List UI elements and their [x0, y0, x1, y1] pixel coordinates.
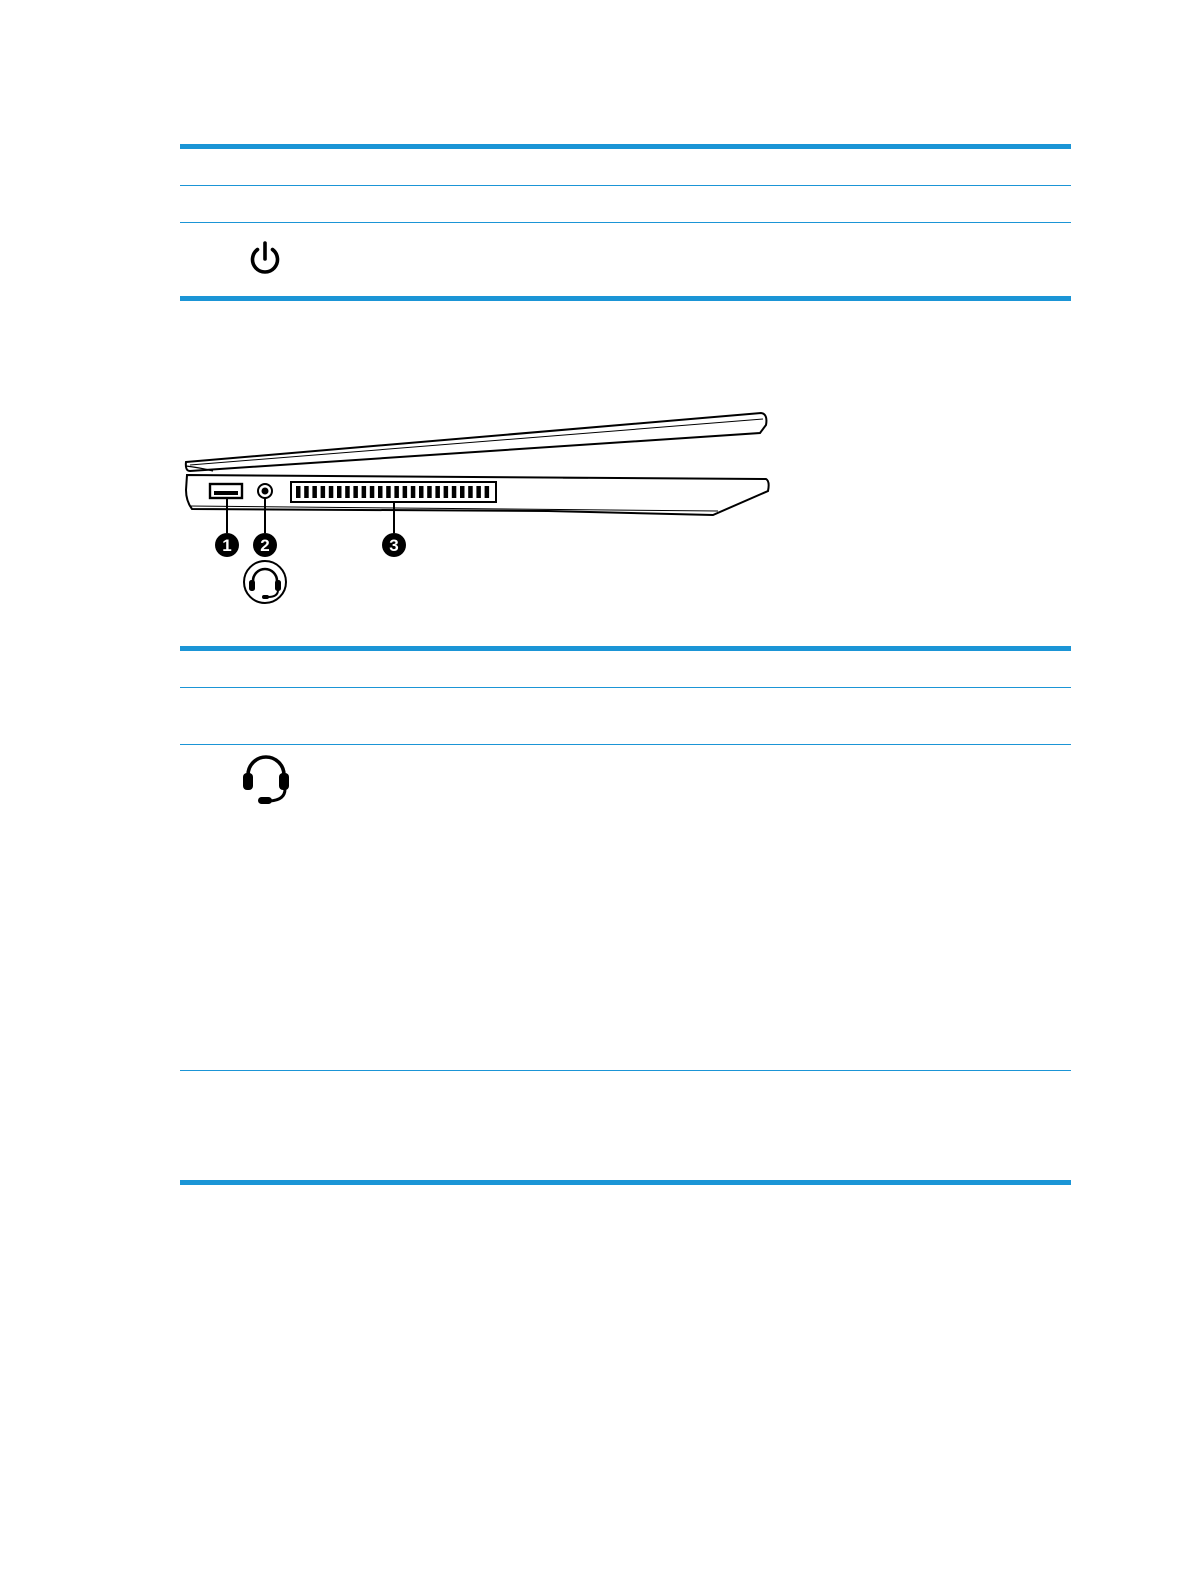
table-1-top-rule	[180, 144, 1071, 149]
vent-slot	[345, 486, 350, 498]
callout-3	[382, 533, 406, 557]
vent-slot	[386, 486, 391, 498]
headset-icon	[240, 753, 292, 807]
vent-slot	[394, 486, 399, 498]
vent-slot	[329, 486, 334, 498]
table-2-top-rule	[180, 646, 1071, 651]
table-2-row-rule-2	[180, 1070, 1071, 1071]
power-icon	[246, 240, 284, 280]
vent-slot	[321, 486, 326, 498]
table-2-header-rule	[180, 687, 1071, 688]
vent-slot	[468, 486, 473, 498]
vent-slot	[312, 486, 317, 498]
vent-slot	[476, 486, 481, 498]
vent-slot	[419, 486, 424, 498]
table-1-bottom-rule	[180, 296, 1071, 301]
vent-slot	[485, 486, 490, 498]
vent-slot	[304, 486, 309, 498]
vent-slot	[452, 486, 457, 498]
table-2-bottom-rule	[180, 1180, 1071, 1185]
vent-slot	[296, 486, 301, 498]
vent-slot	[460, 486, 465, 498]
vent-slot	[435, 486, 440, 498]
laptop-side-figure	[178, 405, 778, 610]
vent-slot	[353, 486, 358, 498]
audio-jack	[258, 484, 272, 498]
vent-slot	[444, 486, 449, 498]
vent	[291, 482, 496, 502]
svg-text:1: 1	[222, 536, 232, 555]
svg-text:3: 3	[389, 536, 399, 555]
svg-text:2: 2	[260, 536, 270, 555]
vent-slot	[362, 486, 367, 498]
table-2-row-rule-1	[180, 744, 1071, 745]
headset-icon	[244, 561, 286, 603]
table-1-header-rule	[180, 185, 1071, 186]
vent-slot	[337, 486, 342, 498]
vent-slot	[411, 486, 416, 498]
vent-slot	[378, 486, 383, 498]
vent-slot	[427, 486, 432, 498]
callout-2	[253, 533, 277, 557]
vent-slot	[370, 486, 375, 498]
table-1-row-rule	[180, 222, 1071, 223]
usb-port	[210, 484, 242, 498]
vent-slot	[403, 486, 408, 498]
callout-1	[215, 533, 239, 557]
